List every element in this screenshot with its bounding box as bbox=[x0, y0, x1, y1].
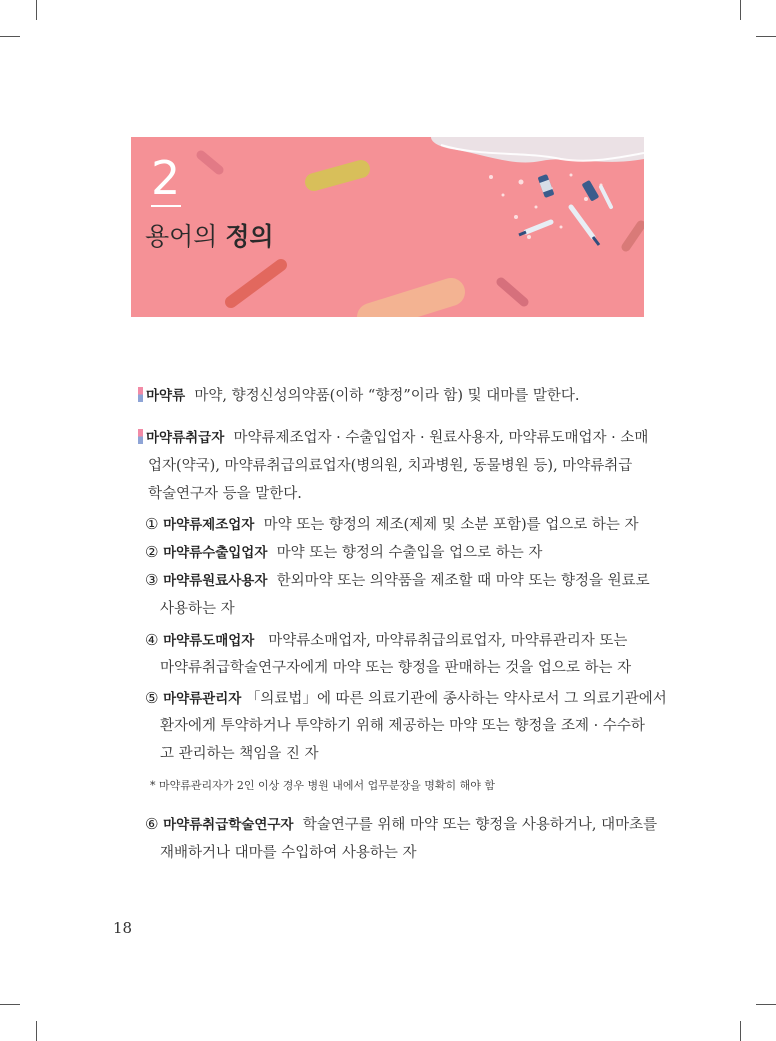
crop-mark bbox=[740, 1021, 741, 1041]
list-item bbox=[145, 688, 667, 709]
item-text-line: 사용하는 자 bbox=[160, 601, 235, 617]
section-marker bbox=[138, 429, 143, 444]
item-term: 마약류수출입업자 bbox=[163, 545, 268, 561]
chapter-number-underline bbox=[151, 205, 181, 207]
crop-mark bbox=[756, 1004, 776, 1005]
section-marker bbox=[138, 387, 143, 402]
chapter-banner bbox=[131, 137, 644, 317]
list-item bbox=[145, 570, 650, 591]
item-number: ③ bbox=[145, 571, 159, 589]
chapter-number: 2 bbox=[151, 151, 181, 205]
item-text-line: 고 관리하는 책임을 진 자 bbox=[160, 746, 319, 762]
definition-term: 마약류취급자 bbox=[146, 430, 225, 446]
definition-term: 마약류 bbox=[146, 388, 186, 404]
definition-text-line: 학술연구자 등을 말한다. bbox=[148, 486, 302, 502]
page-number: 18 bbox=[113, 919, 133, 937]
list-item bbox=[145, 514, 639, 535]
item-number: ⑥ bbox=[145, 815, 159, 833]
item-text: 마약 또는 향정의 수출입을 업으로 하는 자 bbox=[276, 545, 543, 561]
item-number: ⑤ bbox=[145, 689, 159, 707]
item-term: 마약류도매업자 bbox=[163, 633, 255, 649]
definition-text-line: 업자(약국), 마약류취급의료업자(병의원, 치과병원, 동물병원 등), 마약류취급 bbox=[148, 458, 633, 474]
item-term: 마약류취급학술연구자 bbox=[163, 817, 294, 833]
definition-text: 마약, 향정신성의약품(이하 “향정”이라 함) 및 대마를 말한다. bbox=[194, 388, 580, 404]
chapter-title bbox=[145, 217, 274, 253]
item-term: 마약류관리자 bbox=[163, 691, 242, 707]
chapter-title-regular: 용어의 bbox=[145, 222, 218, 251]
definition-narcotics bbox=[138, 386, 580, 406]
item-term: 마약류제조업자 bbox=[163, 517, 255, 533]
item-text: 마약 또는 향정의 제조(제제 및 소분 포함)를 업으로 하는 자 bbox=[263, 517, 639, 533]
list-item bbox=[145, 814, 657, 835]
crop-mark bbox=[36, 0, 37, 20]
list-item bbox=[145, 630, 627, 651]
item-text: 학술연구를 위해 마약 또는 향정을 사용하거나, 대마초를 bbox=[302, 817, 658, 833]
item-text-line: 마약류취급학술연구자에게 마약 또는 향정을 판매하는 것을 업으로 하는 자 bbox=[160, 660, 632, 676]
item-text-line: 재배하거나 대마를 수입하여 사용하는 자 bbox=[160, 845, 417, 861]
crop-mark bbox=[0, 36, 20, 37]
footnote: * 마약류관리자가 2인 이상 경우 병원 내에서 업무분장을 명확히 해야 함 bbox=[150, 779, 495, 792]
chapter-title-bold: 정의 bbox=[225, 222, 274, 251]
list-item bbox=[145, 542, 542, 563]
item-text: 한외마약 또는 의약품을 제조할 때 마약 또는 향정을 원료로 bbox=[276, 573, 650, 589]
item-term: 마약류원료사용자 bbox=[163, 573, 268, 589]
crop-mark bbox=[740, 0, 741, 20]
item-text: 마약류소매업자, 마약류취급의료업자, 마약류관리자 또는 bbox=[268, 633, 628, 649]
definition-text: 마약류제조업자 · 수출입업자 · 원료사용자, 마약류도매업자 · 소매 bbox=[233, 430, 649, 446]
crop-mark bbox=[36, 1021, 37, 1041]
definition-handler bbox=[138, 428, 648, 448]
item-number: ② bbox=[145, 543, 159, 561]
item-text: 「의료법」에 따른 의료기관에 종사하는 약사로서 그 의료기관에서 bbox=[245, 691, 667, 707]
item-number: ① bbox=[145, 515, 159, 533]
item-text-line: 환자에게 투약하거나 투약하기 위해 제공하는 마약 또는 향정을 조제 · 수수하 bbox=[160, 718, 645, 734]
item-number: ④ bbox=[145, 631, 159, 649]
crop-mark bbox=[756, 36, 776, 37]
crop-mark bbox=[0, 1004, 20, 1005]
